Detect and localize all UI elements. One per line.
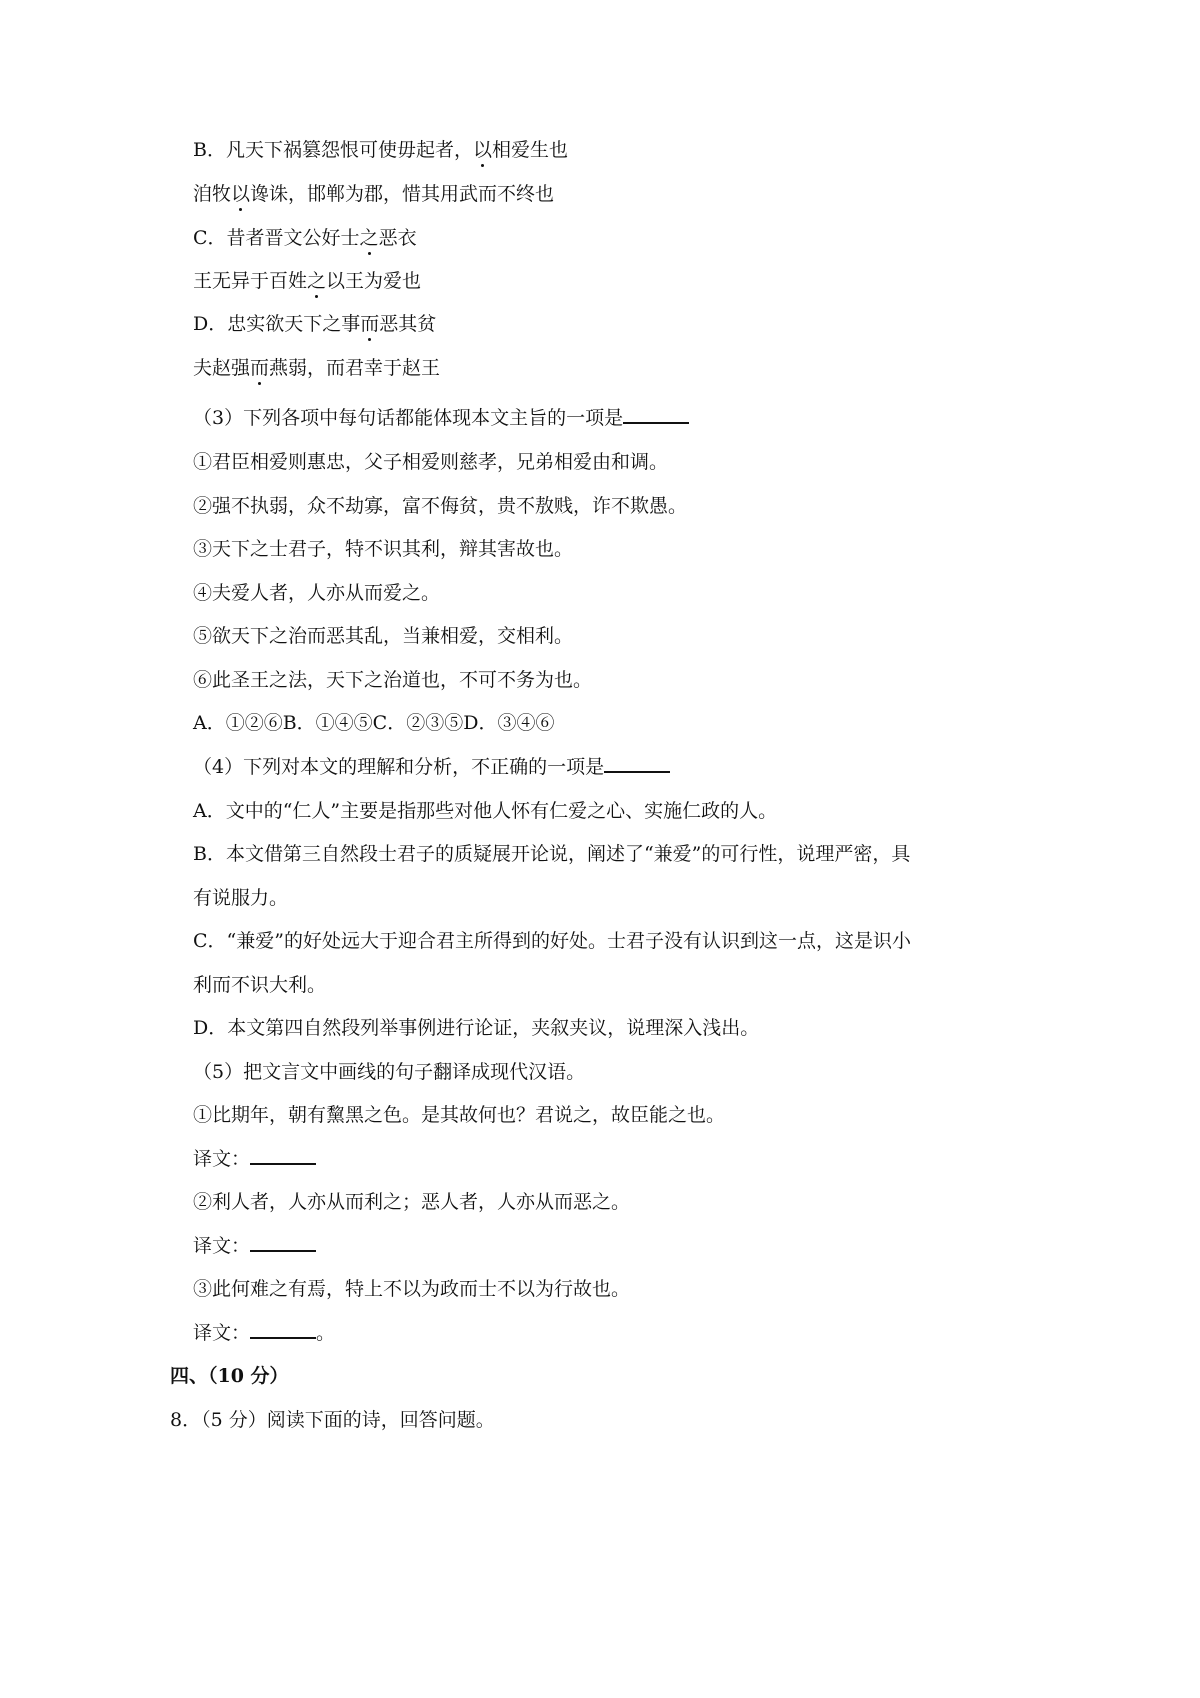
q5-sentence-2: ②利人者，人亦从而利之；恶人者，人亦从而恶之。 bbox=[193, 1191, 631, 1213]
q3-item-3: ③天下之士君子，特不识其利，辩其害故也。 bbox=[193, 538, 574, 560]
q4-stem bbox=[193, 754, 670, 780]
answer-blank[interactable] bbox=[623, 421, 689, 424]
text-part: 燕弱，而君幸于赵王 bbox=[269, 357, 441, 379]
q2-option-d-line1 bbox=[193, 311, 436, 337]
q3-stem bbox=[193, 405, 689, 431]
q2-option-b-line1 bbox=[193, 137, 568, 163]
q4-option-a: A．文中的“仁人”主要是指那些对他人怀有仁爱之心、实施仁政的人。 bbox=[193, 800, 778, 822]
q5-translation-2 bbox=[193, 1233, 316, 1259]
section-heading: 四、（10 分） bbox=[170, 1365, 289, 1387]
text-part: B．凡天下祸篡怨恨可使毋起者， bbox=[193, 139, 473, 161]
q4-option-d: D．本文第四自然段列举事例进行论证，夹叙夹议，说理深入浅出。 bbox=[193, 1017, 760, 1039]
q5-sentence-1: ①比期年，朝有黧黑之色。是其故何也？君说之，故臣能之也。 bbox=[193, 1104, 726, 1126]
answer-blank[interactable] bbox=[604, 770, 670, 773]
q4-option-b-line2: 有说服力。 bbox=[193, 887, 289, 909]
emphasis-char: 而 bbox=[250, 357, 270, 379]
emphasis-char: 而 bbox=[360, 313, 380, 335]
q3-item-1: ①君臣相爱则惠忠，父子相爱则慈孝，兄弟相爱由和调。 bbox=[193, 451, 669, 473]
translation-label: 译文： bbox=[193, 1322, 251, 1344]
q2-option-c-line2 bbox=[193, 268, 421, 294]
q4-option-c-line2: 利而不识大利。 bbox=[193, 974, 327, 996]
q4-stem-text: （4）下列对本文的理解和分析，不正确的一项是 bbox=[193, 756, 605, 778]
text-part: 夫赵强 bbox=[193, 357, 251, 379]
q2-option-b-line2 bbox=[193, 181, 554, 207]
translation-label: 译文： bbox=[193, 1235, 251, 1257]
q3-item-4: ④夫爱人者，人亦从而爱之。 bbox=[193, 582, 441, 604]
q5-translation-1 bbox=[193, 1146, 316, 1172]
emphasis-char: 之 bbox=[307, 270, 327, 292]
emphasis-char: 之 bbox=[359, 227, 379, 249]
q5-stem: （5）把文言文中画线的句子翻译成现代汉语。 bbox=[193, 1061, 586, 1083]
text-part: 谗诛，邯郸为郡，惜其用武而不终也 bbox=[250, 183, 555, 205]
q3-item-6: ⑥此圣王之法，天下之治道也，不可不务为也。 bbox=[193, 669, 593, 691]
q3-item-2: ②强不执弱，众不劫寡，富不侮贫，贵不敖贱，诈不欺愚。 bbox=[193, 495, 688, 517]
end-punctuation: 。 bbox=[316, 1322, 336, 1344]
q5-translation-3 bbox=[193, 1320, 335, 1346]
text-part: 洎牧 bbox=[193, 183, 232, 205]
q8-stem: 8．（5 分）阅读下面的诗，回答问题。 bbox=[170, 1409, 495, 1431]
answer-blank[interactable] bbox=[250, 1162, 316, 1165]
text-part: 以王为爱也 bbox=[326, 270, 422, 292]
emphasis-char: 以 bbox=[231, 183, 251, 205]
q5-sentence-3: ③此何难之有焉，特上不以为政而士不以为行故也。 bbox=[193, 1278, 631, 1300]
q3-options: A．①②⑥B．①④⑤C．②③⑤D．③④⑥ bbox=[193, 712, 555, 734]
text-part: 恶其贫 bbox=[379, 313, 437, 335]
answer-blank[interactable] bbox=[250, 1249, 316, 1252]
q3-item-5: ⑤欲天下之治而恶其乱，当兼相爱，交相利。 bbox=[193, 625, 574, 647]
q2-option-d-line2 bbox=[193, 355, 440, 381]
text-part: C．昔者晋文公好士 bbox=[193, 227, 360, 249]
text-part: D．忠实欲天下之事 bbox=[193, 313, 361, 335]
q4-option-c-line1: C．“兼爱”的好处远大于迎合君主所得到的好处。士君子没有认识到这一点，这是识小 bbox=[193, 930, 911, 952]
q4-option-b-line1: B．本文借第三自然段士君子的质疑展开论说，阐述了“兼爱”的可行性，说理严密，具 bbox=[193, 843, 911, 865]
text-part: 相爱生也 bbox=[491, 139, 568, 161]
emphasis-char: 以 bbox=[472, 139, 492, 161]
text-part: 王无异于百姓 bbox=[193, 270, 308, 292]
translation-label: 译文： bbox=[193, 1148, 251, 1170]
text-part: 恶衣 bbox=[378, 227, 417, 249]
q2-option-c-line1 bbox=[193, 225, 417, 251]
q3-stem-text: （3）下列各项中每句话都能体现本文主旨的一项是 bbox=[193, 407, 624, 429]
answer-blank[interactable] bbox=[250, 1336, 316, 1339]
